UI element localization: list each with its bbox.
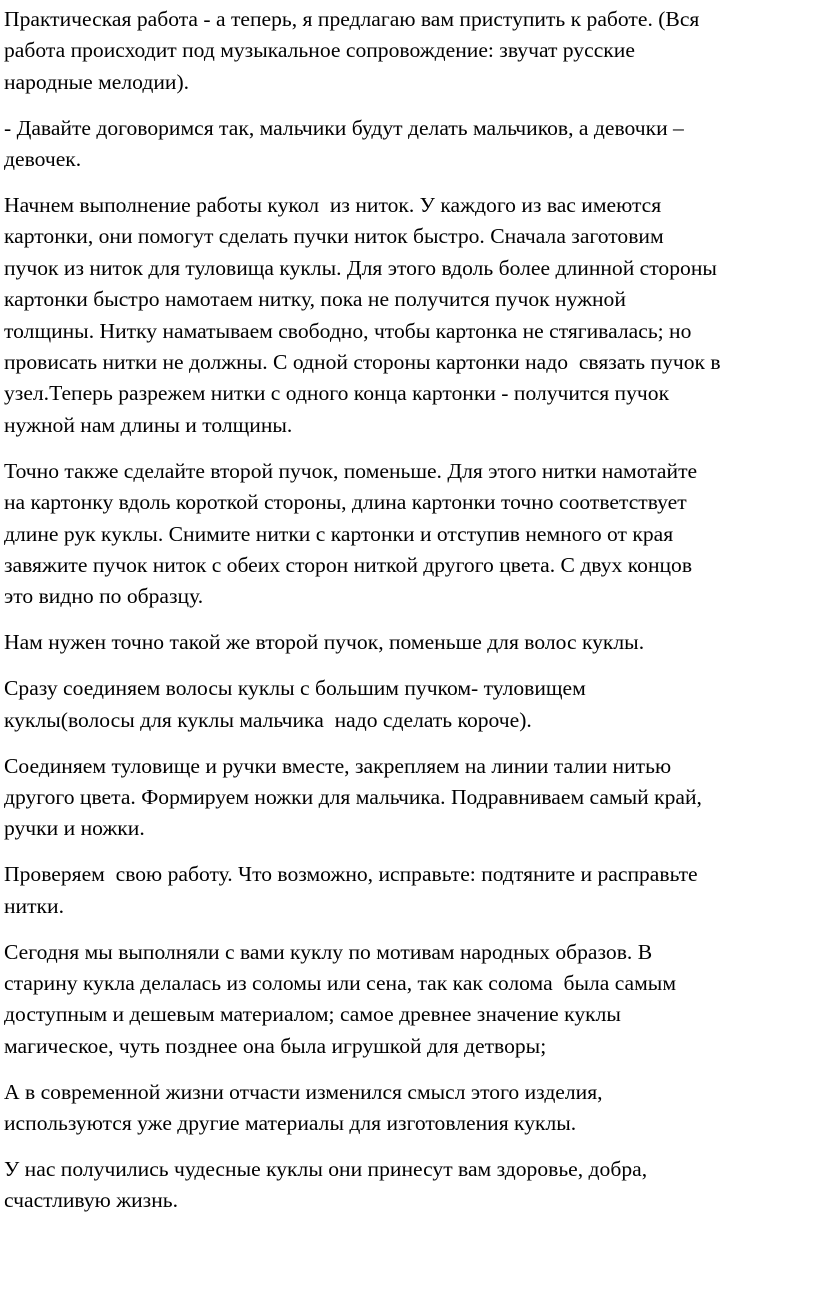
text-line: нужной нам длины и толщины. <box>4 412 293 437</box>
text-line: толщины. Нитку наматываем свободно, чтобы картонка не стягивалась; но <box>4 318 692 343</box>
text-line: Нам нужен точно такой же второй пучок, поменьше для волос куклы. <box>4 630 645 655</box>
paragraph-conclusion <box>4 1154 816 1217</box>
text-line: А в современной жизни отчасти изменился смысл этого изделия, <box>4 1079 603 1104</box>
paragraph-hair-bundle <box>4 627 816 658</box>
text-line: Сегодня мы выполняли с вами куклу по мотивам народных образов. В <box>4 939 653 964</box>
text-line: это видно по образцу. <box>4 584 204 609</box>
text-line: длине рук куклы. Снимите нитки с картонки и отступив немного от края <box>4 521 674 546</box>
text-line: на картонку вдоль короткой стороны, длина картонки точно соответствует <box>4 490 687 515</box>
text-line: ручки и ножки. <box>4 816 145 841</box>
text-line: работа происходит под музыкальное сопровождение: звучат русские <box>4 38 635 63</box>
text-line: картонки быстро намотаем нитку, пока не получится пучок нужной <box>4 287 626 312</box>
text-line: доступным и дешевым материалом; самое древнее значение куклы <box>4 1002 621 1027</box>
text-line: магическое, чуть позднее она была игрушкой для детворы; <box>4 1033 547 1058</box>
text-line: Сразу соединяем волосы куклы с большим пучком- туловищем <box>4 676 586 701</box>
text-line: завяжите пучок ниток с обеих сторон ниткой другого цвета. С двух концов <box>4 553 693 577</box>
paragraph-history <box>4 937 816 1063</box>
text-line: провисать нитки не должны. С одной стороны картонки надо связать пучок в <box>4 350 721 375</box>
text-line: Практическая работа - а теперь, я предлагаю вам приступить к работе. (Вся <box>4 7 700 31</box>
text-line: Начнем выполнение работы кукол из ниток. У каждого из вас имеются <box>4 193 662 218</box>
paragraph-second-bundle <box>4 456 816 613</box>
text-line: старину кукла делалась из соломы или сена, так как солома была самым <box>4 970 676 995</box>
text-line: счастливую жизнь. <box>4 1188 179 1213</box>
text-line: нитки. <box>4 893 64 918</box>
text-line: узел.Теперь разрежем нитки с одного конца картонки - получится пучок <box>4 381 670 406</box>
text-line: У нас получились чудесные куклы они принесут вам здоровье, добра, <box>4 1157 648 1181</box>
paragraph-join-hair <box>4 673 816 736</box>
text-line: - Давайте договоримся так, мальчики будут делать мальчиков, а девочки – <box>4 115 684 140</box>
text-line: Проверяем свою работу. Что возможно, исправьте: подтяните и расправьте <box>4 862 698 887</box>
text-line: используются уже другие материалы для изготовления куклы. <box>4 1111 577 1136</box>
text-line: Точно также сделайте второй пучок, поменьше. Для этого нитки намотайте <box>4 458 698 483</box>
paragraph-intro <box>4 4 816 98</box>
text-line: картонки, они помогут сделать пучки ниток быстро. Сначала заготовим <box>4 224 664 249</box>
text-line: куклы(волосы для куклы мальчика надо сделать короче). <box>4 707 532 732</box>
text-line: другого цвета. Формируем ножки для мальчика. Подравниваем самый край, <box>4 784 702 809</box>
text-line: девочек. <box>4 147 82 172</box>
paragraph-body-bundle <box>4 190 816 441</box>
paragraph-agreement <box>4 113 816 176</box>
text-line: Соединяем туловище и ручки вместе, закрепляем на линии талии нитью <box>4 753 672 778</box>
text-line: пучок из ниток для туловища куклы. Для этого вдоль более длинной стороны <box>4 255 717 280</box>
paragraph-check-work <box>4 859 816 922</box>
text-line: народные мелодии). <box>4 69 190 94</box>
paragraph-join-body <box>4 751 816 845</box>
paragraph-modern <box>4 1077 816 1140</box>
